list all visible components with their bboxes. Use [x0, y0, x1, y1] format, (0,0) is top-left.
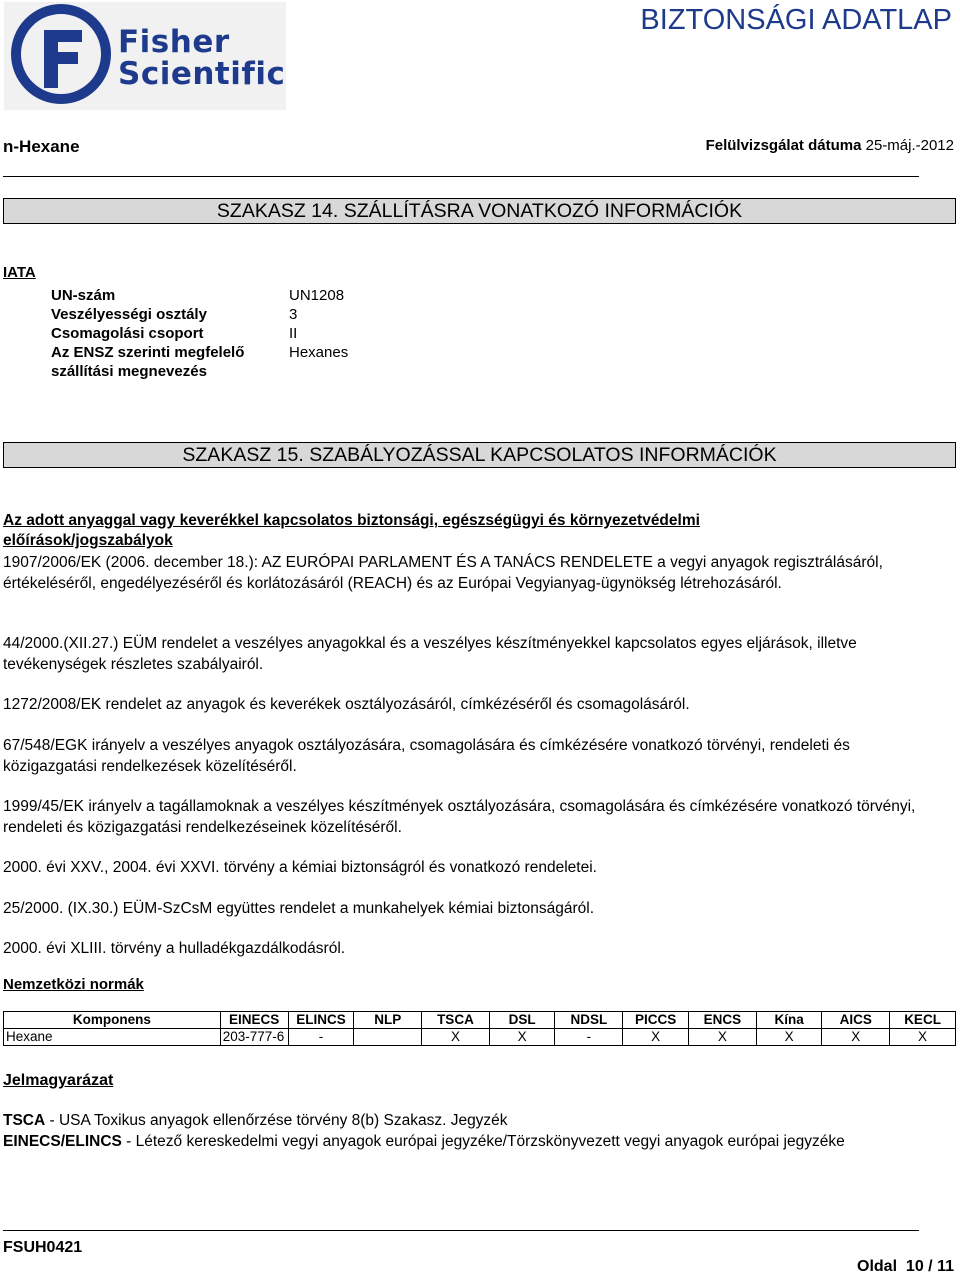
document-code: FSUH0421 [3, 1239, 83, 1256]
legend-term: TSCA [3, 1112, 46, 1129]
revision-date [706, 137, 954, 154]
table-cell: X [689, 1029, 757, 1046]
table-cell: X [756, 1029, 822, 1046]
page-separator: / [928, 1258, 933, 1275]
logo-text-fisher: Fisher [118, 24, 230, 60]
page-total: 11 [937, 1258, 954, 1275]
col-header: EINECS [220, 1012, 288, 1029]
packing-group-value: II [289, 325, 298, 342]
col-header: TSCA [422, 1012, 490, 1029]
col-header: NDSL [555, 1012, 623, 1029]
legend-item-tsca [3, 1110, 948, 1131]
table-cell: X [422, 1029, 490, 1046]
regulation-paragraph: 2000. évi XLIII. törvény a hulladékgazdálkodásról. [3, 940, 346, 957]
product-name: n-Hexane [3, 137, 80, 156]
col-header: ELINCS [288, 1012, 354, 1029]
logo-text-scientific: Scientific [118, 56, 286, 92]
col-header: DSL [489, 1012, 555, 1029]
legend-heading: Jelmagyarázat [3, 1072, 114, 1089]
legend-text: - USA Toxikus anyagok ellenőrzése törvény 8(b) Szakasz. Jegyzék [45, 1112, 508, 1129]
regulation-paragraph: 25/2000. (IX.30.) EÜM-SzCsM együttes rendelet a munkahelyek kémiai biztonságáról. [3, 900, 595, 917]
table-cell: - [288, 1029, 354, 1046]
page-current: 10 [905, 1258, 924, 1275]
table-cell: Hexane [4, 1029, 221, 1046]
table-cell: X [623, 1029, 689, 1046]
regulation-paragraph: 67/548/EGK irányelv a veszélyes anyagok osztályozására, csomagolására és címkézésére vonatkozó törvényi, rendeleti és közigazgatási rendelkezések közelítéséről. [3, 737, 850, 775]
hazard-class-label: Veszélyességi osztály [51, 306, 207, 323]
iata-heading: IATA [3, 264, 36, 281]
shipping-name-value: Hexanes [289, 344, 349, 361]
fisher-f-emblem-icon [4, 2, 114, 110]
revision-label: Felülvizsgálat dátuma [705, 137, 862, 154]
legend [3, 1110, 948, 1152]
col-header: KECL [890, 1012, 956, 1029]
table-cell: X [822, 1029, 890, 1046]
section-14-title: SZAKASZ 14. SZÁLLÍTÁSRA VONATKOZÓ INFORMÁCIÓK [3, 198, 956, 224]
col-header: NLP [354, 1012, 422, 1029]
page-label: Oldal [857, 1258, 898, 1275]
table-cell: - [555, 1029, 623, 1046]
regulation-paragraph: 44/2000.(XII.27.) EÜM rendelet a veszélyes anyagokkal és a veszélyes készítményekkel kapcsolatos egyes eljárások, illetve tevékenységek részletes szabályairól. [3, 635, 857, 673]
revision-date-value: 25-máj.-2012 [865, 137, 954, 154]
regulation-paragraph: 1907/2006/EK (2006. december 18.): AZ EURÓPAI PARLAMENT ÉS A TANÁCS RENDELETE a vegyi anyagok regisztrálásáról, értékeléséről, engedélyezéséről és korlátozásáról (REACH) és az Európai Vegyianyag-ügynökség létrehozásáról. [3, 554, 883, 592]
regulation-paragraph: 1272/2008/EK rendelet az anyagok és keverékek osztályozásáról, címkézéséről és csomagolásáról. [3, 696, 690, 713]
table-cell: X [489, 1029, 555, 1046]
regulation-paragraph: 2000. évi XXV., 2004. évi XXVI. törvény a kémiai biztonságról és vonatkozó rendeletei. [3, 859, 597, 876]
regulations-heading: Az adott anyaggal vagy keverékkel kapcsolatos biztonsági, egészségügyi és környezetvédelmi előírások/jogszabályok [3, 512, 700, 549]
col-header: Komponens [4, 1012, 221, 1029]
col-header: Kína [756, 1012, 822, 1029]
un-number-value: UN1208 [289, 287, 345, 304]
col-header: ENCS [689, 1012, 757, 1029]
table-cell: 203-777-6 [220, 1029, 288, 1046]
table-row [4, 1029, 956, 1046]
footer-rule [3, 1230, 919, 1231]
col-header: PICCS [623, 1012, 689, 1029]
packing-group-label: Csomagolási csoport [51, 325, 204, 342]
regulation-paragraph: 1999/45/EK irányelv a tagállamoknak a veszélyes készítmények osztályozására, csomagolására és címkézésére vonatkozó törvényi, rendeleti és közigazgatási rendelkezéseinek közelítéséről. [3, 798, 916, 836]
section-15-title: SZAKASZ 15. SZABÁLYOZÁSSAL KAPCSOLATOS INFORMÁCIÓK [3, 442, 956, 468]
un-number-label: UN-szám [51, 287, 116, 304]
document-title: BIZTONSÁGI ADATLAP [640, 4, 952, 36]
legend-item-einecs [3, 1131, 948, 1152]
legend-term: EINECS/ELINCS [3, 1133, 122, 1150]
table-cell: X [890, 1029, 956, 1046]
legend-text: - Létező kereskedelmi vegyi anyagok európai jegyzéke/Törzskönyvezett vegyi anyagok európai jegyzéke [121, 1133, 845, 1150]
col-header: AICS [822, 1012, 890, 1029]
fisher-scientific-logo [4, 2, 286, 110]
inventory-table [3, 1011, 956, 1046]
international-norms-heading: Nemzetközi normák [3, 976, 144, 993]
shipping-name-label: Az ENSZ szerinti megfelelő szállítási megnevezés [51, 344, 245, 380]
hazard-class-value: 3 [289, 306, 298, 323]
table-header-row [4, 1012, 956, 1029]
page-number [857, 1258, 954, 1276]
header-rule [3, 176, 919, 177]
table-cell [354, 1029, 422, 1046]
